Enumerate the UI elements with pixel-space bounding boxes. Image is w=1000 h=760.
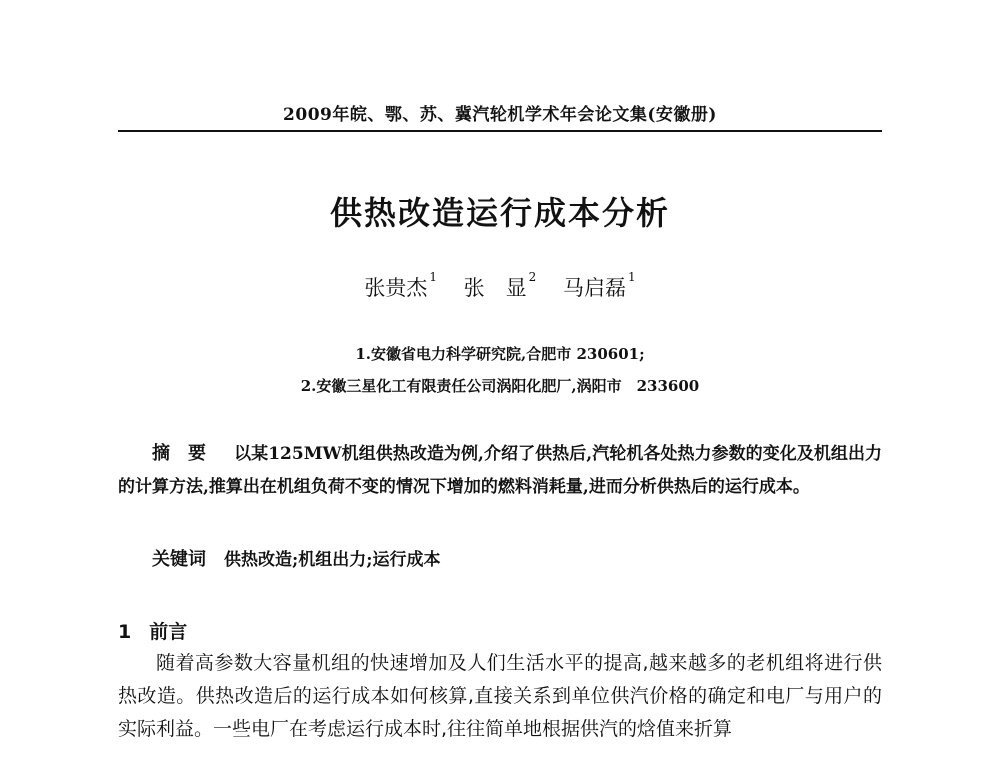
- running-head: 2009年皖、鄂、苏、冀汽轮机学术年会论文集(安徽册): [283, 105, 717, 125]
- keywords: [118, 543, 882, 577]
- author-1: [364, 272, 437, 302]
- abstract: [118, 437, 882, 504]
- affiliation-2: 2.安徽三星化工有限责任公司涡阳化肥厂,涡阳市 233600: [300, 377, 700, 395]
- author-2: [464, 272, 537, 302]
- abstract-label: 摘要: [152, 443, 225, 464]
- author-3: [563, 272, 636, 302]
- section-body: 随着高参数大容量机组的快速增加及人们生活水平的提高,越来越多的老机组将进行供热改造。供热改造后的运行成本如何核算,直接关系到单位供汽价格的确定和电厂与用户的实际利益。一些电厂在考虑运行成本时,往往简单地根据供汽的焓值来折算: [118, 652, 882, 740]
- abstract-text: 以某125MW机组供热改造为例,介绍了供热后,汽轮机各处热力参数的变化及机组出力的计算方法,推算出在机组负荷不变的情况下增加的燃料消耗量,进而分析供热后的运行成本。: [118, 444, 883, 497]
- section-title: 前言: [149, 621, 188, 643]
- author-name: 马启磊: [563, 276, 626, 300]
- author-list: [118, 272, 882, 302]
- author-affil-mark: 1: [628, 270, 636, 284]
- header-rule: [118, 130, 882, 132]
- section-number: 1: [118, 621, 132, 643]
- affiliation-1: 1.安徽省电力科学研究院,合肥市 230601;: [355, 345, 645, 363]
- keywords-label: 关键词: [152, 549, 206, 570]
- paper-title: 供热改造运行成本分析: [329, 194, 670, 232]
- author-affil-mark: 2: [528, 270, 537, 284]
- author-name: 张 显: [463, 276, 527, 300]
- section-heading: [118, 617, 882, 644]
- author-name: 张贵杰: [364, 276, 428, 300]
- keywords-text: 供热改造;机组出力;运行成本: [224, 550, 441, 570]
- author-affil-mark: 1: [429, 270, 437, 284]
